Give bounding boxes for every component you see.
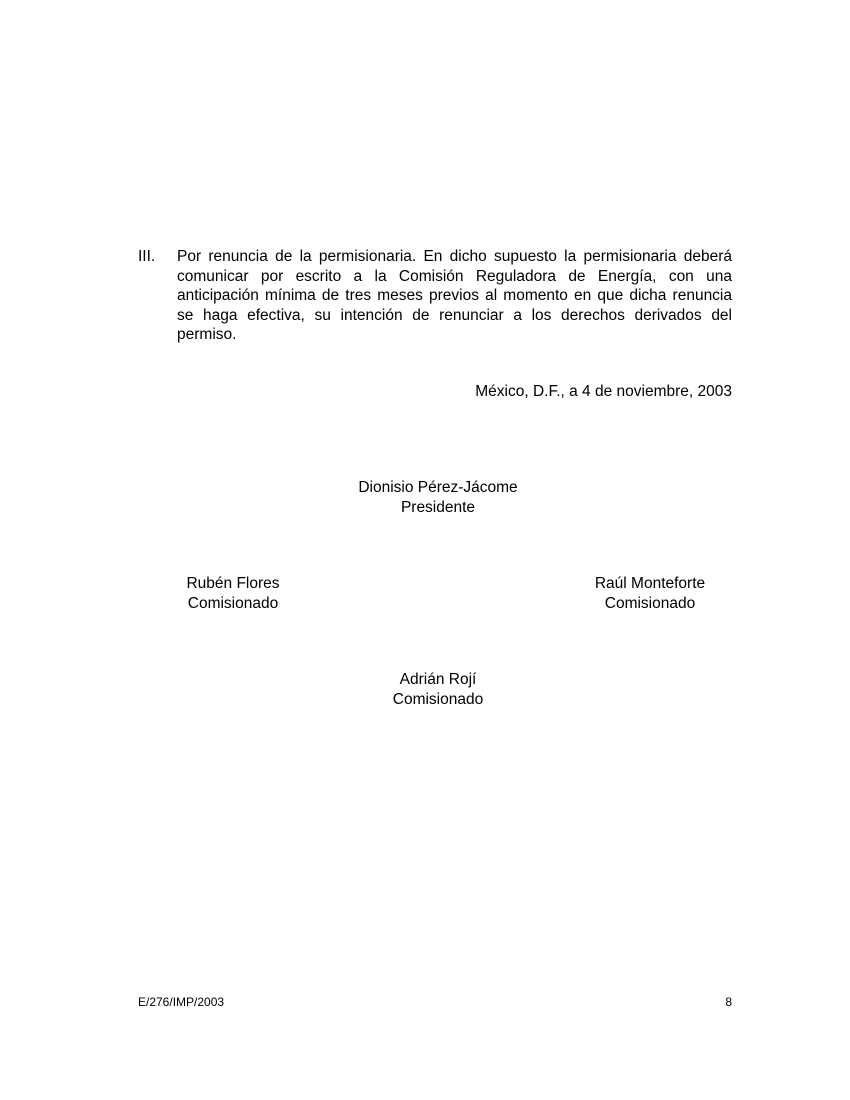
signatory-title: Comisionado: [392, 690, 484, 708]
signatory-name: Raúl Monteforte: [594, 575, 706, 592]
signatory-title: Presidente: [400, 498, 476, 516]
signature-block-president: [338, 478, 538, 517]
signature-block-right: [570, 574, 730, 613]
footer-page-number: 8: [725, 995, 732, 1009]
place-and-date: México, D.F., a 4 de noviembre, 2003: [475, 383, 732, 400]
signature-block-bottom: [338, 670, 538, 709]
signatory-name: Dionisio Pérez-Jácome: [358, 479, 518, 496]
clause-text: Por renuncia de la permisionaria. En dicho supuesto la permisionaria deberá comunicar por escrito a la Comisión Reguladora de Energía, con una anticipación mínima de tres meses previos al momento en que dicha renuncia se haga efectiva, su intención de renunciar a los derechos derivados del permiso.: [177, 248, 732, 343]
signatory-title: Comisionado: [604, 594, 696, 612]
signatory-name: Adrián Rojí: [399, 671, 477, 688]
clause-number: III.: [138, 248, 156, 265]
signatory-name: Rubén Flores: [186, 575, 280, 592]
signature-block-left: [153, 574, 313, 613]
signatory-title: Comisionado: [187, 594, 279, 612]
footer-document-reference: E/276/IMP/2003: [138, 995, 225, 1009]
